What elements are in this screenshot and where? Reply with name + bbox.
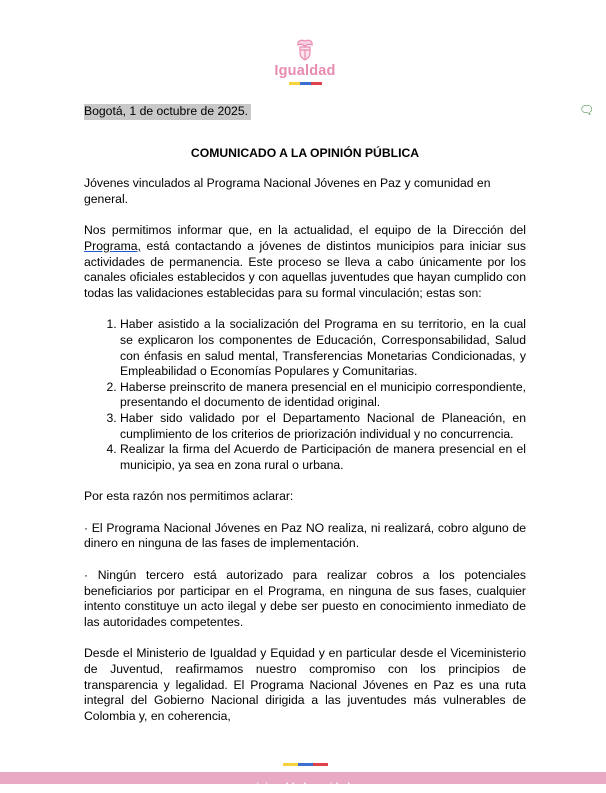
intro-paragraph [84, 223, 526, 301]
clarification-2: · Ningún tercero está autorizado para realizar cobros a los potenciales beneficiarios por participar en el Programa, en ninguna de sus fases, cualquier intento constituye un acto ilegal y debe ser puesto en conocimiento inmediato de las autoridades competentes. [84, 568, 526, 629]
list-item: 3. Haber sido validado por el Departamento Nacional de Planeación, en cumplimiento de los criterios de priorización individual y no concurrencia. [120, 411, 526, 442]
list-item: 4. Realizar la firma del Acuerdo de Participación de manera presencial en el municipio, ya sea en zona rural o urbana. [120, 442, 526, 473]
footer-band [0, 772, 606, 793]
footer-url[interactable]: www.minigualdadyequidad.gov.co [221, 782, 385, 793]
list-item: 1. Haber asistido a la socialización del Programa en su territorio, en la cual se explicaron los componentes de Educación, Corresponsabilidad, Salud con énfasis en salud mental, Transferencias Monetarias Condicionadas, y Empleabilidad o Economías Populares y Comunitarias. [120, 317, 526, 379]
footer-flag-bars [283, 763, 328, 766]
list-item: 2. Haberse preinscrito de manera presencial en el municipio correspondiente, presentando el documento de identidad original. [120, 380, 526, 411]
document-date: Bogotá, 1 de octubre de 2025. [84, 104, 251, 120]
coat-of-arms-icon [294, 38, 316, 62]
clarification-1: · El Programa Nacional Jóvenes en Paz NO realiza, ni realizará, cobro alguno de dinero en ninguna de las fases de implementación. [84, 520, 526, 551]
flag-bars [270, 82, 340, 85]
closing-paragraph: Desde el Ministerio de Igualdad y Equidad y en particular desde el Viceministerio de Juventud, reafirmamos nuestro compromiso con los principios de transparencia y legalidad. El Programa Nacional Jóvenes en Paz es una ruta integral del Gobierno Nacional dirigida a las juventudes más vulnerables de Colombia y, en coherencia, [84, 646, 526, 723]
ministry-logo [270, 38, 340, 85]
intro-before: Nos permitimos informar que, en la actualidad, el equipo de la Dirección del [84, 223, 526, 238]
logo-text: Igualdad [274, 63, 336, 79]
document-body [84, 104, 526, 724]
requirements-list [84, 317, 526, 473]
intro-after: está contactando a jóvenes de distintos municipios para iniciar sus actividades de permanencia. Este proceso se lleva a cabo únicamente por los canales oficiales establecidos y con aquellas juventudes que hayan cumplido con todas las validaciones establecidas para su formal vinculación; estas son: [84, 238, 526, 300]
clarify-intro: Por esta razón nos permitimos aclarar: [84, 489, 294, 504]
comment-icon[interactable]: 🗨 [579, 103, 595, 117]
document-title: COMUNICADO A LA OPINIÓN PÚBLICA [190, 145, 420, 160]
salutation: Jóvenes vinculados al Programa Nacional Jóvenes en Paz y comunidad en general. [84, 176, 491, 206]
intro-program: Programa, [84, 238, 141, 253]
